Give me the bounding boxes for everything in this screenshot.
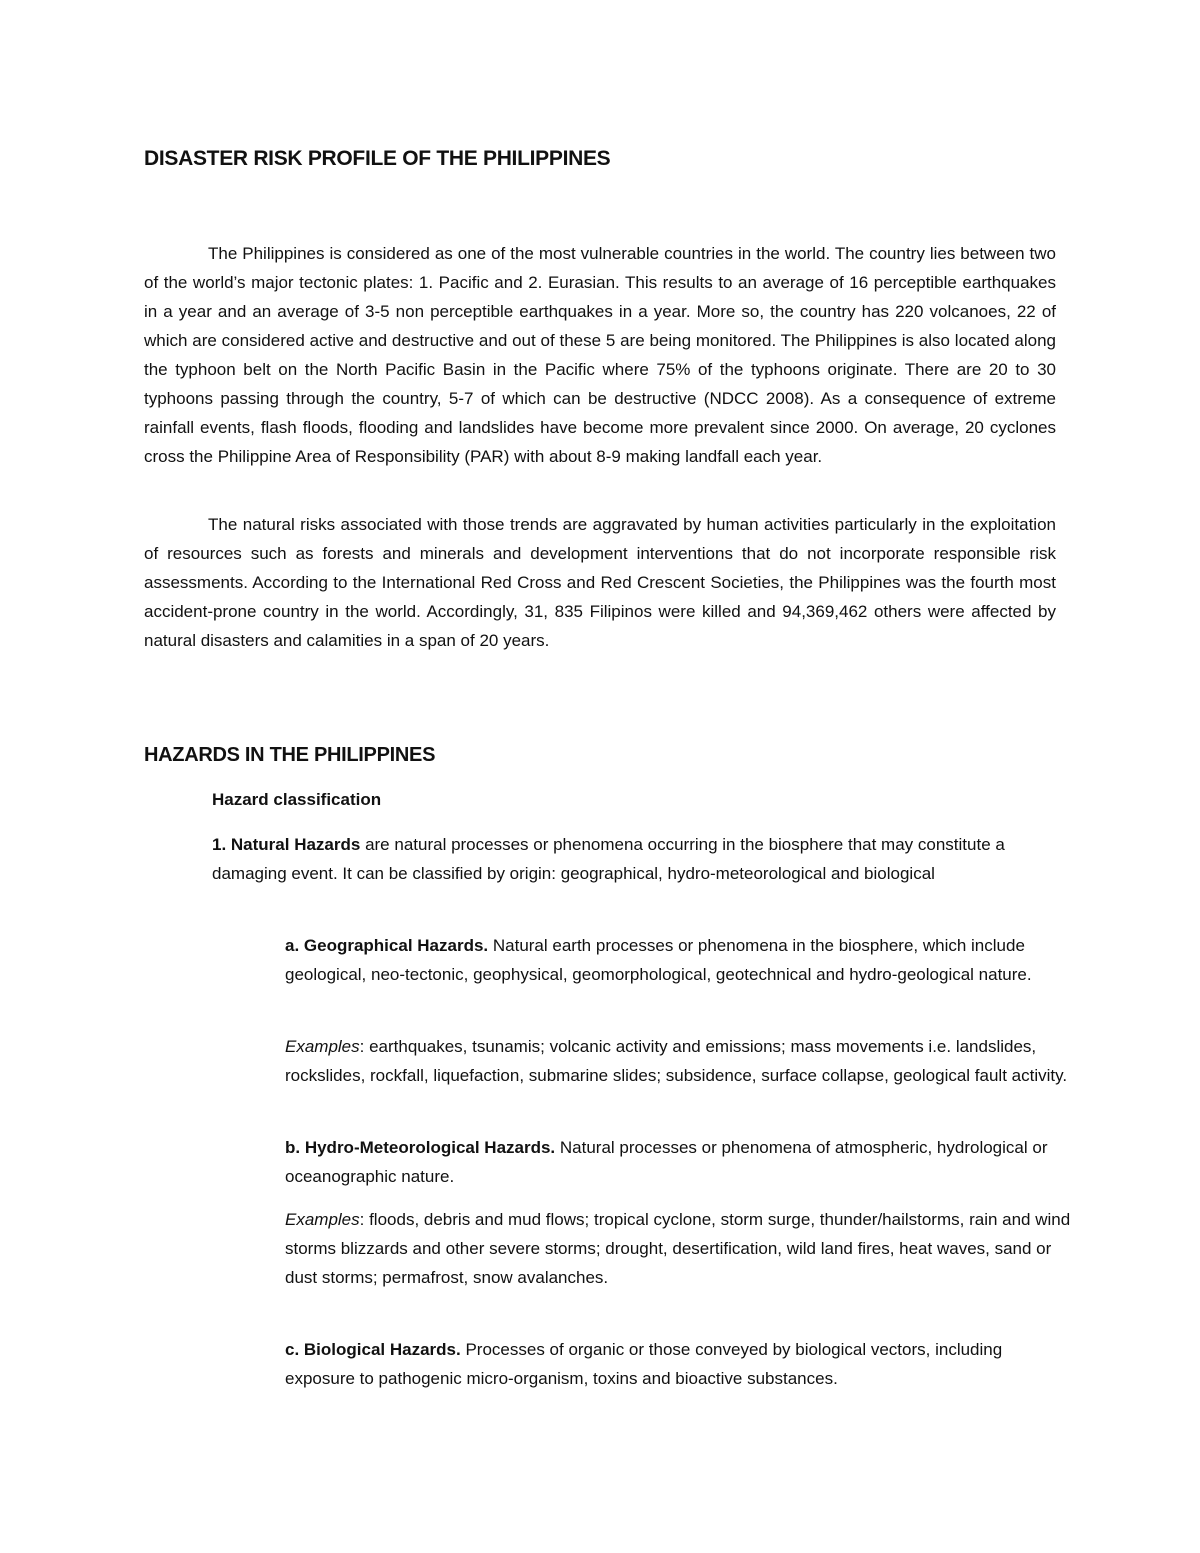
- biological-hazards-text: Processes of organic or those conveyed by biological vectors, including exposure to pathogenic micro-organism, toxins and bioactive substances.: [285, 1340, 1003, 1388]
- geographical-examples-label: Examples: [285, 1037, 360, 1056]
- intro-paragraph-2: The natural risks associated with those trends are aggravated by human activities particularly in the exploitation of resources such as forests and minerals and development interventions that do not incorporate responsible risk assessments. According to the International Red Cross and Red Crescent Societies, the Philippines was the fourth most accident-prone country in the world. Accordingly, 31, 835 Filipinos were killed and 94,369,462 others were affected by natural disasters and calamities in a span of 20 years.: [144, 515, 1056, 650]
- section-title-hazards: HAZARDS IN THE PHILIPPINES: [144, 744, 436, 766]
- hydro-hazards-text: Natural processes or phenomena of atmospheric, hydrological or oceanographic nature.: [285, 1138, 1048, 1186]
- geographical-hazards-label: a. Geographical Hazards.: [285, 936, 489, 955]
- hydro-examples-paragraph: [285, 1205, 1075, 1292]
- page-title: DISASTER RISK PROFILE OF THE PHILIPPINES: [144, 147, 611, 170]
- hydro-hazards-label: b. Hydro-Meteorological Hazards.: [285, 1138, 556, 1157]
- geographical-hazards-text: Natural earth processes or phenomena in the biosphere, which include geological, neo-tectonic, geophysical, geomorphological, geotechnical and hydro-geological nature.: [285, 936, 1032, 984]
- geographical-examples-paragraph: [285, 1032, 1075, 1090]
- hydro-examples-text: : floods, debris and mud flows; tropical cyclone, storm surge, thunder/hailstorms, rain and wind storms blizzards and other severe storms; drought, desertification, wild land fires, heat waves, sand or dust storms; permafrost, snow avalanches.: [285, 1210, 1071, 1287]
- natural-hazards-paragraph: [212, 830, 1062, 888]
- intro-paragraph-1: The Philippines is considered as one of the most vulnerable countries in the world. The country lies between two of the world’s major tectonic plates: 1. Pacific and 2. Eurasian. This results to an average of 16 perceptible earthquakes in a year and an average of 3-5 non perceptible earthquakes in a year. More so, the country has 220 volcanoes, 22 of which are considered active and destructive and out of these 5 are being monitored. The Philippines is also located along the typhoon belt on the North Pacific Basin in the Pacific where 75% of the typhoons originate. There are 20 to 30 typhoons passing through the country, 5-7 of which can be destructive (NDCC 2008). As a consequence of extreme rainfall events, flash floods, flooding and landslides have become more prevalent since 2000. On average, 20 cyclones cross the Philippine Area of Responsibility (PAR) with about 8-9 making landfall each year.: [144, 244, 1056, 466]
- hydro-examples-label: Examples: [285, 1210, 360, 1229]
- hydro-hazards-paragraph: [285, 1133, 1075, 1191]
- natural-hazards-label: 1. Natural Hazards: [212, 835, 361, 854]
- geographical-examples-text: : earthquakes, tsunamis; volcanic activity and emissions; mass movements i.e. landslides, rockslides, rockfall, liquefaction, submarine slides; subsidence, surface collapse, geological fault activity.: [285, 1037, 1068, 1085]
- biological-hazards-paragraph: [285, 1335, 1075, 1393]
- subsection-title-classification: Hazard classification: [212, 790, 382, 809]
- biological-hazards-label: c. Biological Hazards.: [285, 1340, 461, 1359]
- natural-hazards-text: are natural processes or phenomena occurring in the biosphere that may constitute a damaging event. It can be classified by origin: geographical, hydro-meteorological and biological: [212, 835, 1005, 883]
- geographical-hazards-paragraph: [285, 931, 1075, 989]
